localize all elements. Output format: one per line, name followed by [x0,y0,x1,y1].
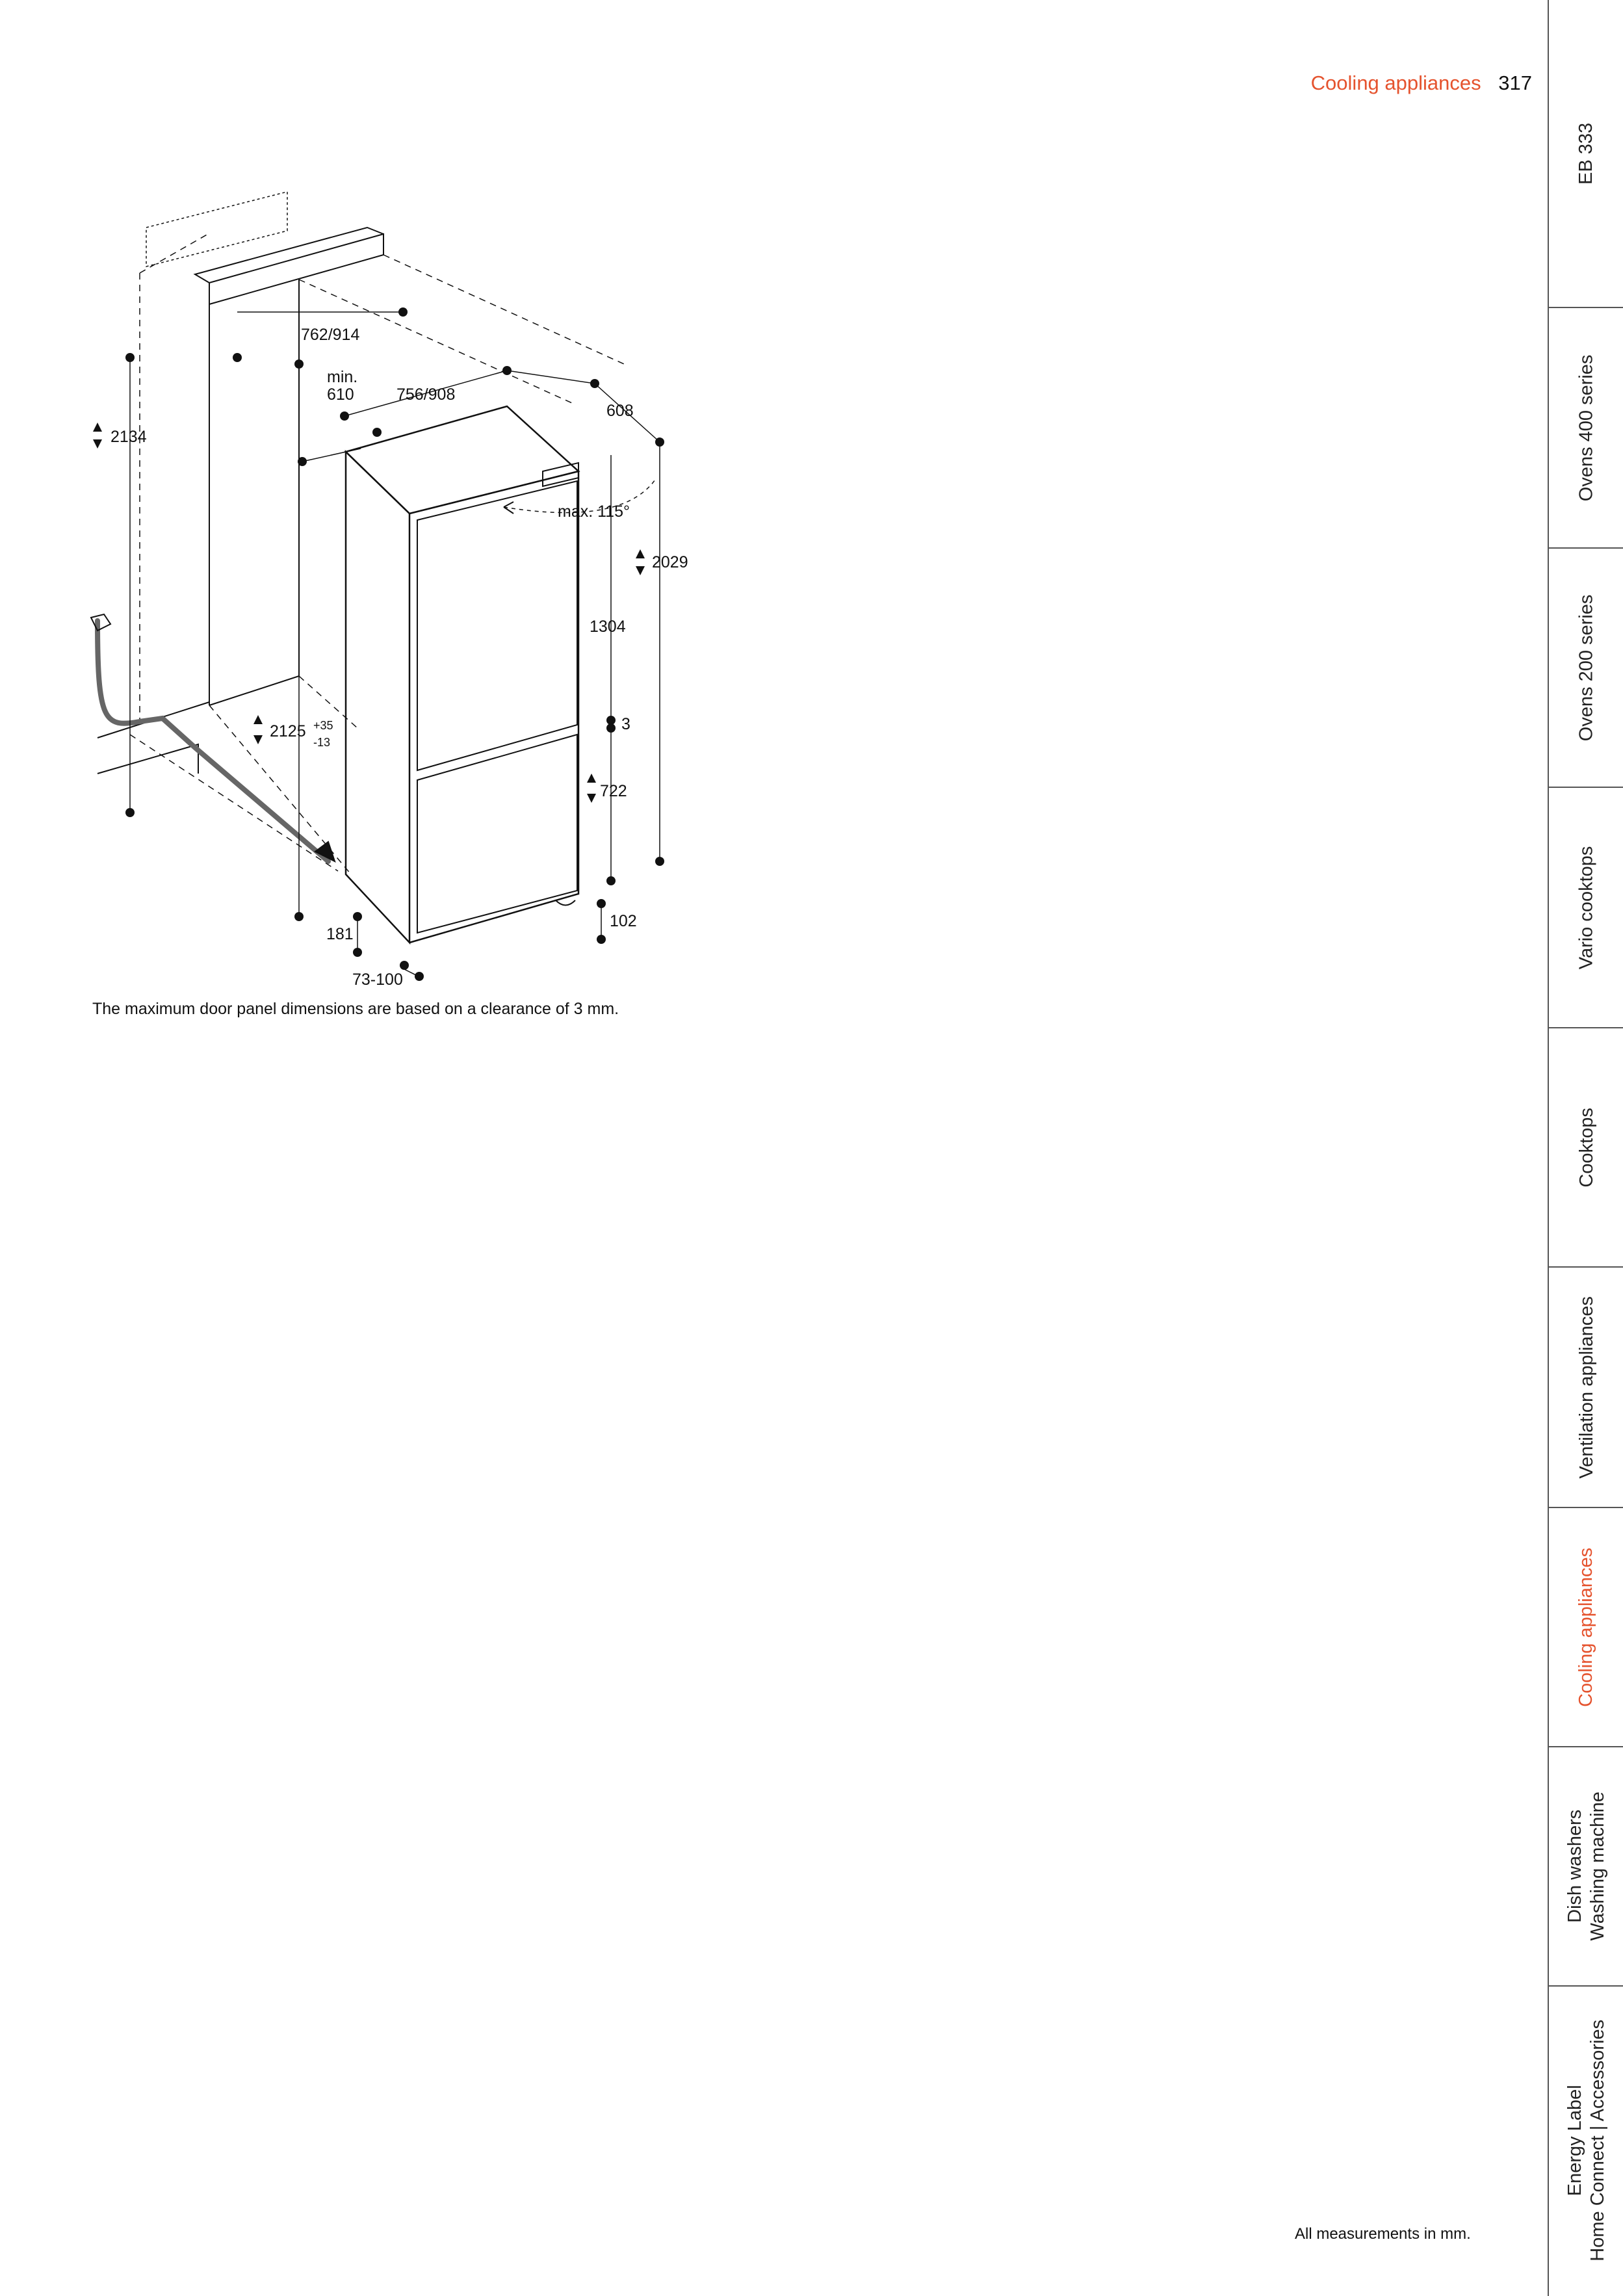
dim-plus35: +35 [313,719,333,732]
dim-minus13: -13 [313,736,331,749]
dim-3: 3 [621,715,630,733]
tab-energy-label-home-connect[interactable] [1549,1987,1623,2295]
dim-2125: 2125 [270,722,306,740]
dim-73-100: 73-100 [352,971,403,988]
section-title: Cooling appliances [1310,72,1481,94]
dim-722: 722 [600,782,627,800]
tab-label: Ovens 200 series [1576,594,1597,741]
tab-ovens-400-series[interactable] [1549,308,1623,549]
lower-door [417,735,577,933]
tab-label: Ovens 400 series [1576,354,1597,501]
tab-cooktops[interactable] [1549,1028,1623,1268]
dim-608: 608 [606,402,634,420]
dim-1304: 1304 [590,618,626,636]
tab-label: Cooktops [1576,1107,1597,1188]
page-header [1311,72,1532,95]
tab-cooling-appliances[interactable] [1549,1508,1623,1747]
tab-eb-333[interactable] [1549,0,1623,308]
tab-label: Energy Label Home Connect | Accessories [1565,2020,1608,2262]
dim-max-angle: max. 115° [558,502,630,521]
dim-2029: 2029 [652,553,688,571]
dim-2134: 2134 [110,428,147,446]
dim-102: 102 [610,912,637,930]
tab-dish-washers-washing-machine[interactable] [1549,1747,1623,1987]
measurement-note: All measurements in mm. [1295,2225,1471,2243]
tab-label: Vario cooktops [1576,846,1597,969]
tab-label: Cooling appliances [1576,1547,1597,1707]
tab-ventilation-appliances[interactable] [1549,1268,1623,1508]
tab-vario-cooktops[interactable] [1549,788,1623,1028]
page-number: 317 [1498,72,1532,94]
water-valve [91,614,110,631]
tab-label: Dish washers Washing machine [1565,1792,1608,1941]
tab-ovens-200-series[interactable] [1549,549,1623,788]
appliance-front [409,471,578,943]
dim-min: min. [327,368,358,386]
top-panel [209,234,383,304]
dim-610: 610 [327,385,354,404]
appliance-top [346,406,578,514]
dim-181: 181 [326,925,354,943]
tab-label: Ventilation appliances [1576,1296,1597,1479]
water-pipe [97,621,331,861]
upper-door [417,481,577,770]
tab-label: EB 333 [1576,122,1597,185]
chapter-sidebar [1548,0,1623,2296]
appliance-side [346,452,409,943]
dim-762-914: 762/914 [301,326,360,344]
figure-caption: The maximum door panel dimensions are based on a clearance of 3 mm. [92,1000,619,1018]
installation-diagram [84,182,708,988]
dim-756-908: 756/908 [396,385,456,404]
